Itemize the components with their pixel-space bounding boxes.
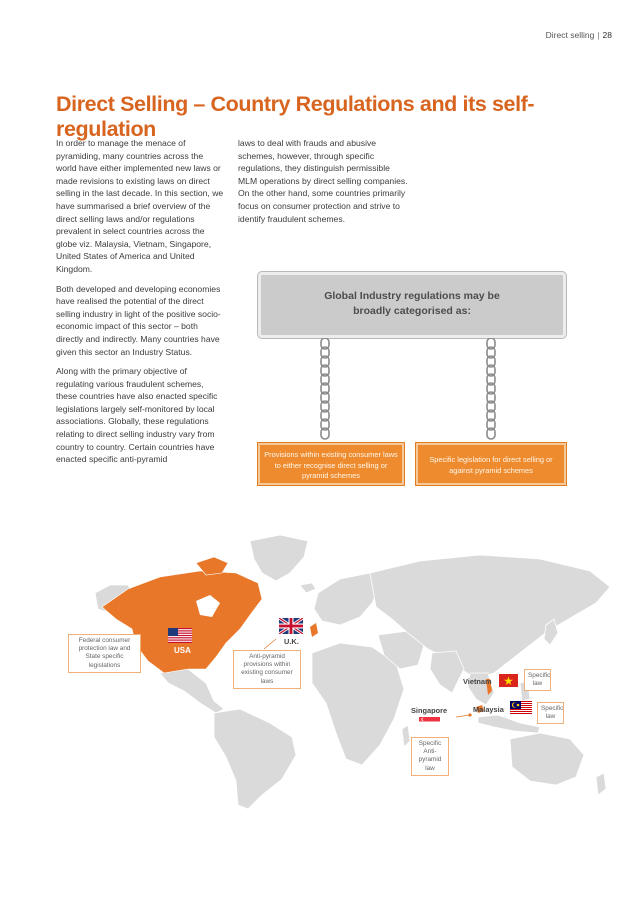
vietnam-regulation-callout: Specific law (524, 669, 551, 691)
consumer-law-provisions-text: Provisions within existing consumer laws to either recognise direct selling or pyramid schemes (264, 450, 398, 480)
paragraph: Both developed and developing economies have realised the potential of the direct selling industry in light of the positive socio-economic impact of this sector – both directly and indirectly. Many countries have given this sector an Industry Status. (56, 283, 221, 357)
page-header (546, 30, 612, 40)
paragraph: Along with the primary objective of regulating various fraudulent schemes, these countries have also enacted specific legislations largely self-monitored by local associations. Globally, these regulations relating to direct selling industry vary from country to country. Certain countries have enacted specific anti-pyramid (56, 366, 218, 465)
central-america-shape (160, 669, 224, 713)
regulation-category-header-text: Global Industry regulations may be broadly categorised as: (324, 290, 500, 317)
right-column (238, 137, 410, 232)
vietnam-flag-icon (499, 674, 518, 687)
india-shape (430, 651, 464, 693)
iceland-shape (300, 583, 316, 593)
singapore-label: Singapore (411, 706, 448, 715)
madagascar-shape (402, 725, 410, 747)
uk-highlight-shape (310, 623, 318, 637)
uk-flag-icon (279, 618, 303, 634)
chain-link-left-icon (319, 338, 331, 444)
greenland-shape (250, 535, 308, 581)
singapore-regulation-callout: Specific Anti-pyramid law (411, 737, 449, 776)
specific-legislation-box (416, 443, 566, 485)
consumer-law-provisions-box (258, 443, 404, 485)
new-zealand-shape (596, 773, 606, 795)
malaysia-flag-icon (510, 701, 532, 715)
left-column (56, 137, 226, 473)
usa-flag-icon (168, 628, 192, 643)
malaysia-regulation-callout: Specific law (537, 702, 564, 724)
header-separator: | (597, 30, 600, 40)
specific-legislation-text: Specific legislation for direct selling or against pyramid schemes (429, 455, 553, 475)
europe-shape (314, 573, 380, 625)
uk-label: U.K. (284, 637, 299, 646)
chain-link-right-icon (485, 338, 497, 444)
south-america-shape (214, 709, 296, 809)
paragraph: In order to manage the menace of pyramiding, many countries across the world have either implemented new laws or made revisions to existing laws on direct selling in the last decade. In this section, we have summarised a brief overview of the direct selling laws and/or regulations prevalent in select countries across the globe viz. Malaysia, Vietnam, Singapore, United States of America and United Kingdom. (56, 138, 224, 274)
singapore-flag-icon (419, 717, 440, 726)
africa-shape (312, 643, 404, 765)
paragraph: laws to deal with frauds and abusive schemes, however, through specific regulations, they distinguish permissible MLM operations by direct selling companies. On the other hand, some countries primarily focus on consumer protection and strive to identify fraudulent schemes. (238, 138, 408, 224)
uk-regulation-callout: Anti-pyramid provisions within existing consumer laws (233, 650, 301, 689)
usa-label: USA (174, 646, 191, 655)
vietnam-label: Vietnam (463, 677, 492, 686)
regulation-category-header-box (258, 272, 566, 338)
australia-shape (510, 733, 584, 785)
usa-regulation-callout: Federal consumer protection law and State specific legislations (68, 634, 141, 673)
page-title: Direct Selling – Country Regulations and its self-regulation (56, 92, 535, 141)
section-name: Direct selling (545, 30, 595, 40)
indonesia-shape (478, 715, 540, 733)
malaysia-label: Malaysia (473, 705, 504, 714)
page-number: 28 (602, 30, 612, 40)
